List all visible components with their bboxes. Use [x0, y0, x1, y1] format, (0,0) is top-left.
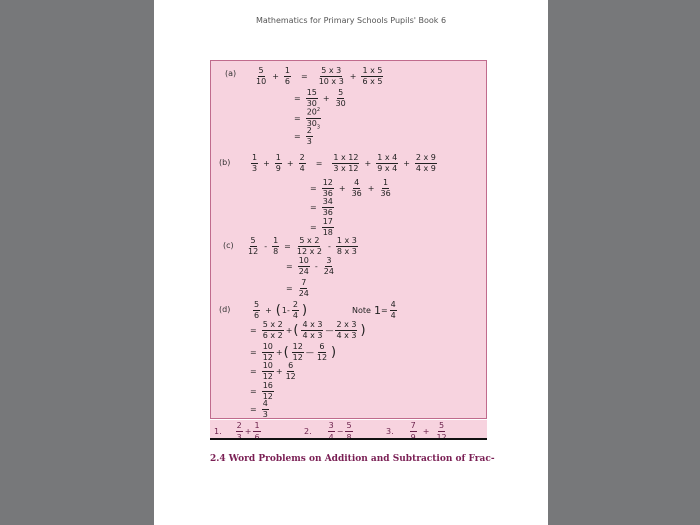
part-c-label: (c)	[223, 241, 234, 250]
part-d-line-4: = $\frac{10}{12}$ + $\frac{6}{12}$	[250, 361, 296, 381]
exercise-3: 3. 7 + 5	[386, 421, 445, 436]
document-page	[154, 0, 548, 525]
part-a-line-1: $\frac{5}{10}$ + $\frac{1}{6}$ = $\frac{5 x 3}{10 x 3}$ + $\frac{1 x 5}{6 x 5}$	[256, 66, 383, 86]
part-d-line-5: = $\frac{16}{12}$	[250, 381, 273, 401]
exercise-2: 2. 3 − 5	[304, 421, 352, 436]
part-a-line-2: = $\frac{15}{30}$ + $\frac{5}{30}$	[294, 88, 346, 108]
part-a-label: (a)	[225, 69, 237, 78]
part-b-line-3: = $\frac{34}{36}$	[310, 197, 333, 217]
part-d-line-3: = $\frac{10}{12}$ + ( $\frac{12}{12}$ — $\frac{6}{12}$ )	[250, 342, 337, 362]
part-c-line-2: = $\frac{10}{24}$ - $\frac{3}{24}$	[286, 256, 334, 276]
part-b-line-1: $\frac{1}{3}$ + $\frac{1}{9}$ + $\frac{2}{4}$ = $\frac{1 x 12}{3 x 12}$ + $\frac{1 x 4}{9 x 4}$ + $\frac{2 x 9}{4 x 9}$	[252, 153, 436, 173]
section-heading: 2.4 Word Problems on Addition and Subtraction of Frac-	[210, 454, 495, 464]
part-d-line-2: = $\frac{5 x 2}{6 x 2}$ + ( $\frac{4 x 3}{4 x 3}$ — $\frac{2 x 3}{4 x 3}$ )	[250, 320, 366, 340]
part-a-line-4: = $\frac{2}{3}$	[294, 126, 312, 146]
part-d-line-6: = $\frac{4}{3}$	[250, 399, 268, 419]
part-c-line-3: = $\frac{7}{24}$	[286, 278, 309, 298]
part-b-line-4: = $\frac{17}{18}$	[310, 217, 333, 237]
exercise-1: 1. 2 + 1	[214, 421, 260, 436]
part-d-label: (d)	[219, 305, 231, 314]
part-c-line-1: $\frac{5}{12}$ - $\frac{1}{8}$ = $\frac{5 x 2}{12 x 2}$ - $\frac{1 x 3}{8 x 3}$	[248, 236, 357, 256]
part-b-label: (b)	[219, 158, 231, 167]
part-d-line-1: $\frac{5}{6}$ + ( 1 - $\frac{2}{4}$ ) Note 1 = $\frac{4}{4}$	[254, 300, 396, 320]
page-header: Mathematics for Primary Schools Pupils' Book 6	[255, 16, 447, 25]
part-a-line-3: = $\frac{20^2}{30_3}$	[294, 107, 321, 131]
divider-rule	[210, 438, 487, 440]
part-b-line-2: = $\frac{12}{36}$ + $\frac{4}{36}$ + $\frac{1}{36}$	[310, 178, 391, 198]
worked-examples-box	[210, 60, 487, 419]
